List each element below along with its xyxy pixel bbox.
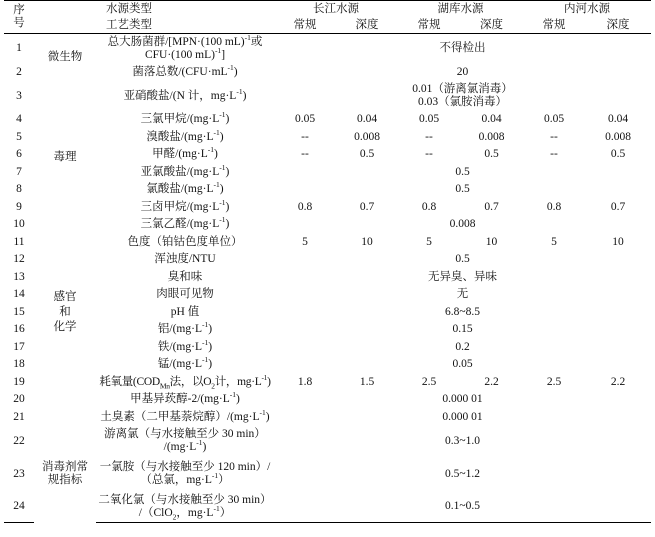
header-sub-advanced: 深度 — [585, 17, 651, 34]
value-cell: 0.7 — [359, 200, 375, 213]
table-row — [4, 339, 651, 357]
header-sub-conventional: 常规 — [523, 17, 585, 34]
param-name: 铝$/(mg\cdot L^{-1})$ — [157, 321, 213, 336]
param-name: 游离氯（与水接触至少 30 min） $/(mg\cdot L^{-1})$ — [104, 428, 266, 453]
param-name: 亚氯酸盐$/(mg\cdot L^{-1})$ — [140, 163, 230, 178]
value-cell: 0.5 — [359, 148, 375, 161]
param-name: 一氯胺（与水接触至少 120 min）/ （总氯，$mg\cdot L^{-1}$） — [99, 461, 271, 486]
group-label-empty — [34, 391, 96, 426]
value-cell: 0.008 — [478, 130, 505, 143]
row-number: 11 — [13, 235, 25, 248]
merged-value: 6.8~8.5 — [445, 305, 480, 318]
value-cell: -- — [425, 148, 433, 161]
value-cell: 5 — [551, 235, 557, 248]
header-source-type: 水源类型 — [34, 1, 274, 18]
row-number: 17 — [13, 340, 25, 353]
row-number: 20 — [13, 393, 25, 406]
merged-value: 不得检出 — [439, 42, 486, 55]
value-cell: 0.5 — [484, 148, 499, 161]
param-name: 肉眼可见物 — [156, 288, 214, 301]
value-cell: 1.5 — [359, 375, 375, 388]
param-name: 色度（铂钴色度单位） — [127, 235, 243, 248]
value-cell: -- — [425, 130, 433, 143]
header-process-type: 工艺类型 — [34, 17, 274, 34]
value-cell: 0.04 — [481, 113, 502, 126]
row-number: 2 — [16, 65, 22, 78]
param-name: 三氯乙醛$/(mg\cdot L^{-1})$ — [140, 216, 230, 231]
merged-value: 0.008 — [449, 218, 476, 231]
water-quality-table — [4, 0, 651, 523]
table-row — [4, 34, 651, 64]
header-source-river: 内河水源 — [523, 1, 651, 18]
table-row — [4, 426, 651, 456]
merged-value: 20 — [456, 65, 469, 78]
merged-value: 0.5 — [455, 183, 470, 196]
table-row — [4, 492, 651, 522]
value-cell: 2.5 — [421, 375, 437, 388]
value-cell: 0.05 — [418, 113, 440, 126]
param-name: 总大肠菌群/[MPN·(100 mL)$^{-1}$或 CFU·(100 mL)$^{-1}$] — [107, 33, 263, 61]
merged-value: 0.01（游离氯消毒） 0.03（氯胺消毒） — [412, 83, 513, 108]
group-label-disinfect: 消毒剂常 规指标 — [42, 461, 88, 486]
row-number: 22 — [13, 434, 25, 447]
table-row — [4, 304, 651, 322]
param-name: 土臭素（二甲基萘烷醇）$/(mg\cdot L^{-1})$ — [100, 408, 270, 423]
param-name: 亚硝酸盐/(N 计，$mg\cdot L^{-1}$) — [123, 86, 247, 102]
merged-value: 无 — [456, 288, 469, 301]
row-number: 5 — [16, 130, 22, 143]
merged-value: 0.000 01 — [442, 393, 483, 406]
param-name: 臭和味 — [167, 270, 203, 283]
table-row — [4, 216, 651, 234]
value-cell: 0.008 — [354, 130, 380, 143]
value-cell: -- — [550, 148, 558, 161]
value-cell: 10 — [361, 235, 373, 248]
param-name: 溴酸盐$/(mg\cdot L^{-1})$ — [146, 128, 224, 143]
row-number: 14 — [13, 288, 25, 301]
table-row — [4, 146, 651, 164]
value-cell: -- — [301, 130, 309, 143]
value-cell: 0.7 — [610, 200, 626, 213]
table-row — [4, 356, 651, 374]
header-sub-conventional: 常规 — [398, 17, 460, 34]
row-number: 21 — [13, 410, 25, 423]
row-number: 10 — [13, 218, 25, 231]
value-cell: 2.2 — [610, 375, 626, 388]
param-name: pH 值 — [170, 305, 200, 318]
table-row — [4, 409, 651, 427]
merged-value: 0.1~0.5 — [274, 492, 651, 522]
row-number: 18 — [13, 358, 25, 371]
row-number: 15 — [13, 305, 25, 318]
value-cell: 0.05 — [543, 113, 565, 126]
value-cell: 5 — [302, 235, 308, 248]
row-number: 8 — [16, 183, 22, 196]
row-number: 23 — [13, 467, 25, 480]
value-cell: 2.5 — [546, 375, 562, 388]
value-cell: 0.008 — [605, 130, 631, 143]
value-cell: 10 — [485, 235, 498, 248]
group-label-sensory: 感官 和 化学 — [53, 290, 77, 333]
merged-value: 0.5~1.2 — [445, 467, 480, 480]
row-number: 9 — [16, 200, 22, 213]
merged-value: 0.2 — [455, 340, 470, 353]
table-row — [4, 321, 651, 339]
param-name: 甲基异莰醇$-2/(mg\cdot L^{-1})$ — [130, 391, 240, 406]
param-name: 氯酸盐$/(mg\cdot L^{-1})$ — [146, 181, 224, 196]
header-source-lake: 湖库水源 — [398, 1, 523, 18]
merged-value: 0.3~1.0 — [445, 434, 480, 447]
value-cell: 0.5 — [610, 148, 626, 161]
merged-value: 无异臭、异味 — [428, 270, 497, 283]
header-sub-conventional: 常规 — [274, 17, 336, 34]
param-name: 耗氧量($COD_{Mn}$法，以$O_2$计，$mg\cdot L^{-1}$) — [99, 373, 271, 391]
value-cell: 5 — [426, 235, 432, 248]
value-cell: 0.04 — [607, 113, 629, 126]
row-number: 13 — [13, 270, 25, 283]
table-row — [4, 251, 651, 269]
param-name: 浑浊度/NTU — [154, 253, 216, 266]
value-cell: 10 — [612, 235, 624, 248]
table-row — [4, 391, 651, 409]
header-seq: 序 号 — [4, 1, 34, 34]
table-row — [4, 234, 651, 252]
table-row — [4, 199, 651, 217]
header-row-process — [4, 17, 651, 34]
row-number: 24 — [4, 492, 34, 522]
header-sub-advanced: 深度 — [460, 17, 523, 34]
value-cell: 0.7 — [484, 200, 499, 213]
row-number: 1 — [16, 42, 22, 55]
merged-value: 0.05 — [452, 358, 473, 371]
table-row — [4, 269, 651, 287]
table-row — [4, 374, 651, 392]
row-number: 4 — [16, 113, 22, 126]
merged-value: 0.5 — [455, 253, 470, 266]
table-row — [4, 286, 651, 304]
value-cell: 0.8 — [546, 200, 562, 213]
value-cell: -- — [550, 130, 558, 143]
row-number: 19 — [13, 375, 25, 388]
table-row — [4, 181, 651, 199]
param-name: 甲醛$/(mg\cdot L^{-1})$ — [152, 146, 218, 161]
header-source-yangtze: 长江水源 — [274, 1, 398, 18]
table-row — [4, 456, 651, 492]
row-number: 16 — [13, 323, 25, 336]
param-name: 二氧化氯（与水接触至少 30 min） /（ClO$_2$，$mg\cdot L^{-1}$） — [96, 492, 274, 522]
value-cell: 2.2 — [484, 375, 499, 388]
value-cell: 0.05 — [294, 113, 316, 126]
group-label-micro: 微生物 — [47, 51, 83, 63]
header-row-sources — [4, 1, 651, 18]
group-label-toxic: 毒理 — [53, 150, 77, 163]
merged-value: 0.000 01 — [442, 410, 483, 423]
param-name: 铁$/(mg\cdot L^{-1})$ — [157, 338, 213, 353]
header-sub-advanced: 深度 — [336, 17, 398, 34]
table-row — [4, 111, 651, 129]
value-cell: 0.8 — [421, 200, 437, 213]
param-name: 三氯甲烷$/(mg\cdot L^{-1})$ — [140, 111, 230, 126]
table-row — [4, 129, 651, 147]
param-name: 三卤甲烷$/(mg\cdot L^{-1})$ — [140, 198, 230, 213]
value-cell: 1.8 — [297, 375, 313, 388]
row-number: 6 — [16, 148, 22, 161]
value-cell: 0.8 — [297, 200, 313, 213]
merged-value: 0.15 — [452, 323, 473, 336]
value-cell: 0.04 — [356, 113, 378, 126]
merged-value: 0.5 — [455, 165, 470, 178]
param-name: 菌落总数$/(CFU\cdot mL^{-1})$ — [132, 63, 238, 78]
table-row — [4, 164, 651, 182]
value-cell: -- — [301, 148, 309, 161]
row-number: 3 — [16, 89, 22, 102]
param-name: 锰$/(mg\cdot L^{-1})$ — [157, 356, 213, 371]
row-number: 7 — [16, 165, 22, 178]
table-row — [4, 81, 651, 111]
table-row — [4, 64, 651, 82]
row-number: 12 — [13, 253, 25, 266]
